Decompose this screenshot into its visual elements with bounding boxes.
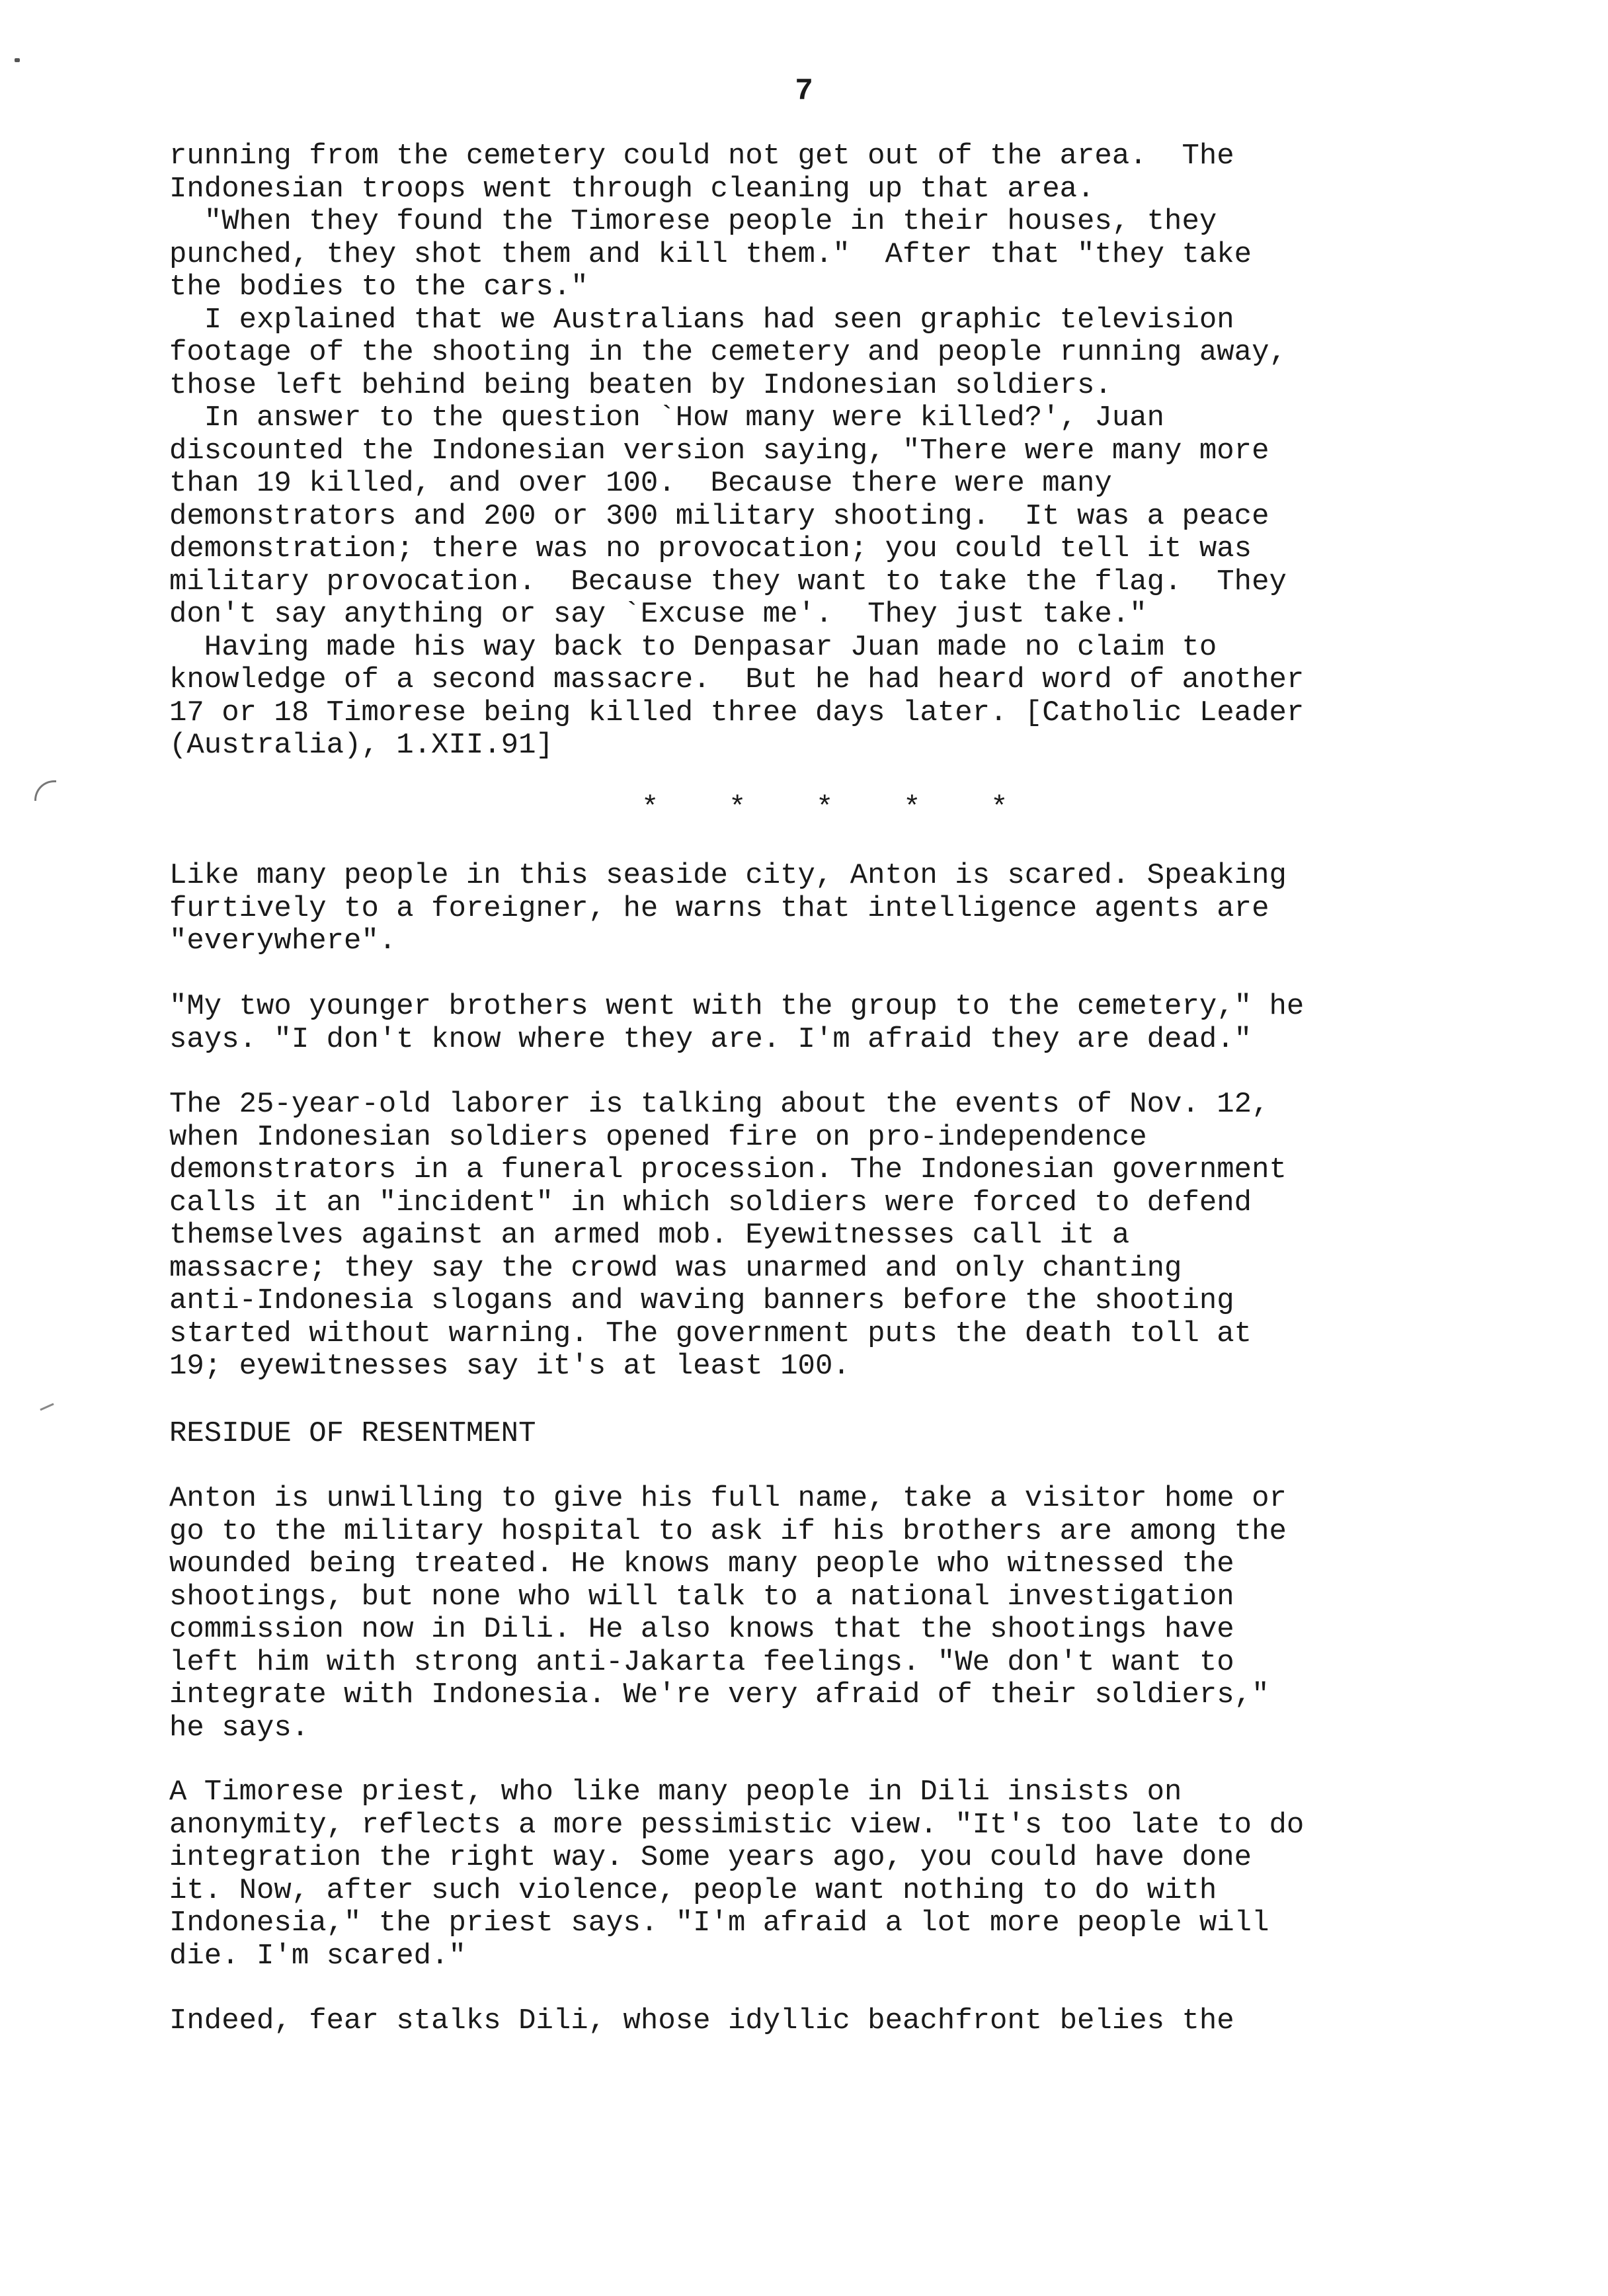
paragraph-anton-unwilling: Anton is unwilling to give his full name, take a visitor home or go to the military hospital to ask if his brothers are among the wounded being treated. He knows many people who witnessed the shootings, but none who will talk to a national investigation commission now in Dili. He also knows that the shootings have left him with strong anti-Jakarta feelings. "We don't want to integrate with Indonesia. We're very afraid of their soldiers," he says. <box>169 1482 1287 1744</box>
paragraph-nov-12-events: The 25-year-old laborer is talking about the events of Nov. 12, when Indonesian soldiers opened fire on pro-independence demonstrators in a funeral procession. The Indonesian government calls it an "incident" in which soldiers were forced to defend themselves against an armed mob. Eyewitnesses call it a massacre; they say the crowd was unarmed and only chanting anti-Indonesia slogans and waving banners before the shooting started without warning. The government puts the death toll at 19; eyewitnesses say it's at least 100. <box>169 1088 1287 1383</box>
paragraph-timorese-priest: A Timorese priest, who like many people in Dili insists on anonymity, reflects a more pessimistic view. "It's too late to do integration the right way. Some years ago, you could have done it. Now, after such violence, people want nothing to do with Indonesia," the priest says. "I'm afraid a lot more people will die. I'm scared." <box>169 1776 1305 1973</box>
paragraph-anton-scared: Like many people in this seaside city, Anton is scared. Speaking furtively to a foreigner, he warns that intelligence agents are "everywhere". <box>169 859 1287 958</box>
paragraph-brothers: "My two younger brothers went with the group to the cemetery," he says. "I don't know where they are. I'm afraid they are dead." <box>169 990 1305 1056</box>
scan-mark <box>34 780 56 801</box>
scan-mark <box>40 1403 54 1411</box>
paragraph-fear-stalks-dili: Indeed, fear stalks Dili, whose idyllic beachfront belies the <box>169 2004 1234 2037</box>
page-number: 7 <box>795 74 813 108</box>
paragraph-juan-account: running from the cemetery could not get out of the area. The Indonesian troops went through cleaning up that area. "When they found the Timorese people in their houses, they punched, they shot them and kill them." After that "they take the bodies to the cars." I explained that we Australians had seen graphic television footage of the shooting in the cemetery and people running away, those left behind being beaten by Indonesian soldiers. In answer to the question `How many were killed?', Juan discounted the Indonesian version saying, "There were many more than 19 killed, and over 100. Because there were many demonstrators and 200 or 300 military shooting. It was a peace demonstration; there was no provocation; you could tell it was military provocation. Because they want to take the flag. They don't say anything or say `Excuse me'. They just take." Having made his way back to Denpasar Juan made no claim to knowledge of a second massacre. But he had heard word of another 17 or 18 Timorese being killed three days later. [Catholic Leader (Australia), 1.XII.91] <box>169 140 1305 762</box>
section-separator: * * * * * <box>641 792 1008 825</box>
section-heading: RESIDUE OF RESENTMENT <box>169 1417 536 1450</box>
scan-speck <box>15 58 20 62</box>
